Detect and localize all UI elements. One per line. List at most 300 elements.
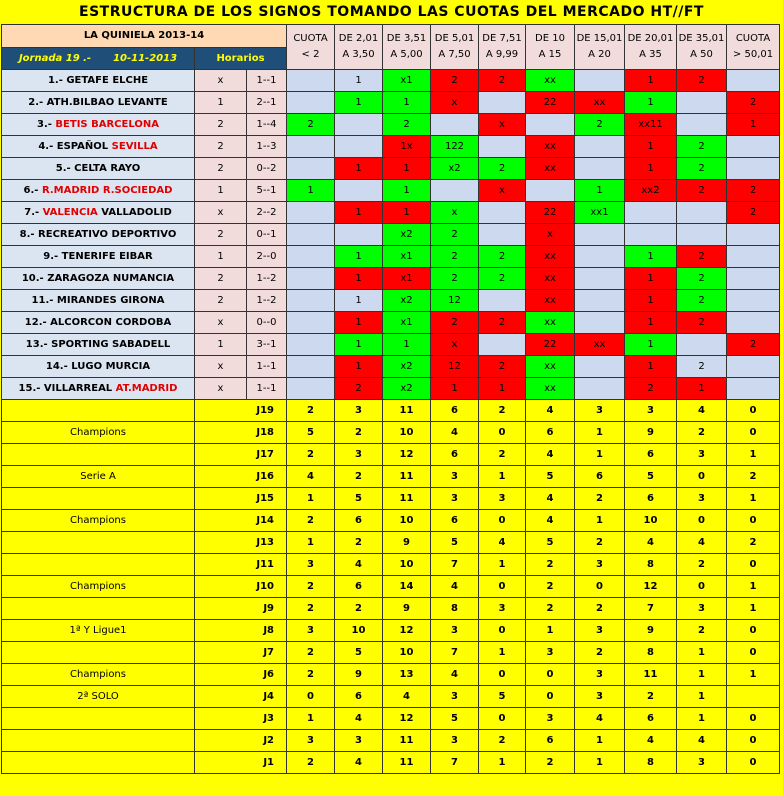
- final-score: 2--1: [247, 92, 287, 114]
- odds-cell: 1: [335, 334, 383, 356]
- summary-count: 0: [526, 686, 575, 708]
- summary-count: 3: [479, 488, 526, 510]
- odds-cell: 2: [625, 378, 677, 400]
- final-score: 1--3: [247, 136, 287, 158]
- away-team: MURCIA: [105, 361, 151, 372]
- summary-count: 2: [287, 510, 335, 532]
- match-number: 15.-: [18, 383, 44, 394]
- summary-count: 12: [383, 620, 431, 642]
- summary-count: 1: [727, 598, 780, 620]
- summary-count: 3: [335, 730, 383, 752]
- odds-cell: x2: [383, 356, 431, 378]
- odds-cell: [575, 136, 625, 158]
- jornada-key: J17: [195, 444, 287, 466]
- odds-cell: 2: [479, 356, 526, 378]
- summary-count: 0: [479, 422, 526, 444]
- match-row: [2, 92, 780, 114]
- away-team: ELCHE: [112, 75, 149, 86]
- summary-count: 0: [479, 708, 526, 730]
- odds-cell: [335, 224, 383, 246]
- final-score: 2--2: [247, 202, 287, 224]
- result-sign: 2: [195, 136, 247, 158]
- odds-cell: x2: [431, 158, 479, 180]
- summary-note: [2, 752, 195, 774]
- summary-count: 3: [479, 598, 526, 620]
- summary-count: 3: [431, 730, 479, 752]
- summary-count: 4: [479, 532, 526, 554]
- summary-count: 2: [625, 686, 677, 708]
- odds-cell: 1: [383, 334, 431, 356]
- summary-row: [2, 400, 780, 422]
- jornada-key: J19: [195, 400, 287, 422]
- match-number: 2.-: [28, 97, 47, 108]
- summary-count: 12: [625, 576, 677, 598]
- odds-cell: 2: [335, 378, 383, 400]
- odds-cell: [677, 202, 727, 224]
- summary-count: 8: [625, 752, 677, 774]
- match-number: 7.-: [24, 207, 43, 218]
- summary-count: 2: [287, 642, 335, 664]
- summary-count: 4: [526, 510, 575, 532]
- match-row: [2, 378, 780, 400]
- summary-count: 10: [625, 510, 677, 532]
- final-score: 5--1: [247, 180, 287, 202]
- odds-cell: [287, 378, 335, 400]
- summary-count: 4: [625, 730, 677, 752]
- odds-cell: [287, 158, 335, 180]
- summary-count: 4: [335, 752, 383, 774]
- away-team: SEVILLA: [111, 141, 158, 152]
- match-row: [2, 224, 780, 246]
- summary-count: 9: [383, 532, 431, 554]
- jornada-key: J16: [195, 466, 287, 488]
- range-header: [479, 25, 526, 70]
- summary-count: 3: [287, 554, 335, 576]
- odds-cell: [677, 334, 727, 356]
- summary-count: 0: [526, 664, 575, 686]
- odds-cell: 1: [479, 378, 526, 400]
- summary-count: 6: [431, 444, 479, 466]
- summary-count: 2: [287, 598, 335, 620]
- summary-count: 5: [526, 532, 575, 554]
- odds-cell: 2: [727, 202, 780, 224]
- match-name: [2, 70, 195, 92]
- range-label-top: DE 10: [535, 33, 565, 44]
- summary-note: Champions: [2, 576, 195, 598]
- odds-cell: [287, 246, 335, 268]
- odds-cell: 12: [431, 356, 479, 378]
- range-label-top: DE 3,51: [386, 33, 427, 44]
- summary-count: 1: [575, 510, 625, 532]
- summary-count: 2: [287, 444, 335, 466]
- summary-note: [2, 554, 195, 576]
- match-number: 1.-: [47, 75, 67, 86]
- match-name: [2, 114, 195, 136]
- odds-cell: [677, 224, 727, 246]
- summary-note: Champions: [2, 664, 195, 686]
- odds-cell: [479, 290, 526, 312]
- range-label-bottom: A 7,50: [438, 49, 471, 60]
- summary-count: 1: [287, 708, 335, 730]
- summary-count: 6: [526, 422, 575, 444]
- odds-cell: [287, 290, 335, 312]
- odds-cell: 2: [479, 312, 526, 334]
- home-team: ATH.BILBAO: [46, 97, 115, 108]
- result-sign: x: [195, 312, 247, 334]
- jornada-text: Jornada 19 .-: [18, 52, 92, 64]
- match-row: [2, 246, 780, 268]
- home-team: LUGO: [71, 361, 103, 372]
- odds-cell: 22: [526, 334, 575, 356]
- summary-count: 4: [287, 466, 335, 488]
- result-sign: 1: [195, 246, 247, 268]
- odds-cell: xx2: [625, 180, 677, 202]
- summary-note: 2ª SOLO: [2, 686, 195, 708]
- range-label-top: DE 20,01: [627, 33, 674, 44]
- summary-count: [727, 686, 780, 708]
- summary-count: 11: [383, 730, 431, 752]
- summary-count: 2: [335, 466, 383, 488]
- odds-cell: [479, 334, 526, 356]
- summary-row: [2, 554, 780, 576]
- summary-count: 6: [335, 686, 383, 708]
- summary-count: 7: [431, 752, 479, 774]
- odds-cell: [575, 356, 625, 378]
- summary-count: 2: [479, 730, 526, 752]
- range-header: [625, 25, 677, 70]
- summary-row: [2, 686, 780, 708]
- range-label-bottom: > 50,01: [732, 49, 774, 60]
- summary-count: 6: [335, 576, 383, 598]
- odds-cell: 1: [677, 378, 727, 400]
- summary-count: 3: [431, 686, 479, 708]
- odds-cell: [727, 224, 780, 246]
- odds-cell: [727, 158, 780, 180]
- odds-cell: [335, 136, 383, 158]
- summary-count: 3: [335, 444, 383, 466]
- odds-cell: [727, 70, 780, 92]
- summary-count: 1: [575, 422, 625, 444]
- home-team: VILLARREAL: [43, 383, 113, 394]
- summary-count: 6: [431, 400, 479, 422]
- summary-count: 1: [727, 488, 780, 510]
- odds-cell: 2: [727, 180, 780, 202]
- range-label-top: DE 15,01: [576, 33, 623, 44]
- summary-count: 2: [575, 488, 625, 510]
- summary-count: 4: [526, 400, 575, 422]
- odds-cell: 2: [677, 246, 727, 268]
- summary-count: 0: [479, 510, 526, 532]
- away-team: RAYO: [110, 163, 141, 174]
- odds-cell: 1: [335, 312, 383, 334]
- odds-cell: x1: [383, 70, 431, 92]
- odds-cell: [677, 114, 727, 136]
- summary-count: 2: [526, 598, 575, 620]
- odds-cell: [287, 356, 335, 378]
- range-header: [383, 25, 431, 70]
- range-header: [431, 25, 479, 70]
- summary-count: 8: [431, 598, 479, 620]
- range-label-top: DE 5,01: [434, 33, 475, 44]
- odds-cell: [727, 312, 780, 334]
- range-label-bottom: A 15: [538, 49, 562, 60]
- summary-count: 1: [479, 752, 526, 774]
- odds-cell: 1: [335, 158, 383, 180]
- summary-note: Champions: [2, 510, 195, 532]
- summary-count: 9: [335, 664, 383, 686]
- odds-cell: x: [526, 224, 575, 246]
- odds-cell: [727, 378, 780, 400]
- summary-count: 0: [727, 400, 780, 422]
- match-number: 13.-: [25, 339, 52, 350]
- jornada-key: J10: [195, 576, 287, 598]
- odds-cell: [575, 290, 625, 312]
- summary-count: 10: [383, 554, 431, 576]
- summary-count: 0: [727, 620, 780, 642]
- range-label-top: CUOTA: [735, 33, 771, 44]
- summary-count: 3: [431, 620, 479, 642]
- summary-note: [2, 444, 195, 466]
- summary-count: 6: [526, 730, 575, 752]
- match-row: [2, 136, 780, 158]
- jornada-key: J6: [195, 664, 287, 686]
- odds-cell: xx: [526, 268, 575, 290]
- summary-count: 4: [383, 686, 431, 708]
- odds-cell: [287, 224, 335, 246]
- header-row: [2, 25, 780, 48]
- summary-count: 2: [575, 532, 625, 554]
- odds-cell: 1: [287, 180, 335, 202]
- final-score: 1--2: [247, 268, 287, 290]
- result-sign: 1: [195, 92, 247, 114]
- summary-note: [2, 532, 195, 554]
- odds-cell: 2: [431, 224, 479, 246]
- jornada-key: J9: [195, 598, 287, 620]
- odds-cell: [335, 114, 383, 136]
- odds-cell: 1: [625, 158, 677, 180]
- summary-note: [2, 598, 195, 620]
- odds-cell: 2: [727, 334, 780, 356]
- summary-count: 2: [287, 752, 335, 774]
- range-header: [526, 25, 575, 70]
- odds-cell: [287, 312, 335, 334]
- summary-count: 4: [335, 554, 383, 576]
- odds-cell: 2: [677, 70, 727, 92]
- odds-cell: x: [431, 202, 479, 224]
- odds-cell: 1: [625, 92, 677, 114]
- match-row: [2, 312, 780, 334]
- odds-cell: xx: [526, 312, 575, 334]
- odds-cell: 122: [431, 136, 479, 158]
- summary-count: 2: [479, 400, 526, 422]
- summary-count: 11: [383, 466, 431, 488]
- summary-count: 0: [727, 554, 780, 576]
- summary-count: 5: [625, 466, 677, 488]
- match-row: [2, 268, 780, 290]
- range-label-top: DE 7,51: [482, 33, 522, 44]
- summary-count: 1: [677, 642, 727, 664]
- summary-count: 4: [431, 422, 479, 444]
- odds-cell: [575, 378, 625, 400]
- summary-count: 2: [677, 422, 727, 444]
- summary-count: 1: [575, 730, 625, 752]
- result-sign: 1: [195, 334, 247, 356]
- odds-cell: [575, 158, 625, 180]
- odds-cell: 1: [575, 180, 625, 202]
- summary-count: 10: [383, 510, 431, 532]
- range-label-bottom: < 2: [301, 49, 320, 60]
- odds-cell: x1: [383, 246, 431, 268]
- summary-count: 3: [575, 664, 625, 686]
- odds-cell: 2: [479, 268, 526, 290]
- page-title: ESTRUCTURA DE LOS SIGNOS TOMANDO LAS CUOTAS DEL MERCADO HT//FT: [79, 4, 704, 20]
- summary-count: 2: [677, 554, 727, 576]
- odds-cell: x1: [383, 312, 431, 334]
- odds-cell: x: [479, 114, 526, 136]
- summary-note: Champions: [2, 422, 195, 444]
- home-team: ZARAGOZA: [47, 273, 110, 284]
- range-header: [287, 25, 335, 70]
- summary-count: 0: [287, 686, 335, 708]
- away-team: GIRONA: [120, 295, 165, 306]
- summary-count: 1: [479, 466, 526, 488]
- summary-note: [2, 730, 195, 752]
- summary-count: 6: [625, 708, 677, 730]
- summary-count: 3: [625, 400, 677, 422]
- summary-count: 11: [383, 400, 431, 422]
- match-name: [2, 92, 195, 114]
- range-label-top: DE 35,01: [678, 33, 725, 44]
- away-team: EIBAR: [119, 251, 153, 262]
- summary-count: 2: [287, 576, 335, 598]
- odds-cell: 1: [383, 92, 431, 114]
- summary-note: [2, 400, 195, 422]
- match-number: 14.-: [45, 361, 72, 372]
- away-team: BARCELONA: [91, 119, 159, 130]
- home-team: TENERIFE: [61, 251, 116, 262]
- summary-count: 9: [625, 422, 677, 444]
- summary-count: 1: [575, 752, 625, 774]
- match-number: 5.-: [55, 163, 75, 174]
- odds-cell: 2: [677, 356, 727, 378]
- summary-count: 10: [383, 422, 431, 444]
- match-row: [2, 70, 780, 92]
- away-team: R.SOCIEDAD: [102, 185, 173, 196]
- result-sign: 2: [195, 290, 247, 312]
- odds-cell: [479, 92, 526, 114]
- summary-row: [2, 532, 780, 554]
- summary-count: 0: [479, 576, 526, 598]
- summary-note: [2, 642, 195, 664]
- summary-row: [2, 576, 780, 598]
- match-row: [2, 114, 780, 136]
- range-label-bottom: A 35: [639, 49, 662, 60]
- summary-count: 1: [677, 686, 727, 708]
- range-header: [727, 25, 780, 70]
- odds-cell: 1: [625, 136, 677, 158]
- summary-count: 3: [287, 730, 335, 752]
- odds-cell: [575, 268, 625, 290]
- summary-count: 4: [677, 730, 727, 752]
- odds-cell: 1: [383, 202, 431, 224]
- match-name: [2, 180, 195, 202]
- odds-cell: [479, 224, 526, 246]
- summary-count: 3: [526, 642, 575, 664]
- summary-count: 5: [479, 686, 526, 708]
- odds-cell: 1: [335, 356, 383, 378]
- summary-count: 11: [383, 488, 431, 510]
- summary-row: [2, 708, 780, 730]
- odds-cell: [575, 246, 625, 268]
- odds-cell: [727, 290, 780, 312]
- odds-cell: 1: [431, 378, 479, 400]
- summary-row: [2, 444, 780, 466]
- summary-count: 1: [479, 554, 526, 576]
- result-sign: 1: [195, 180, 247, 202]
- match-row: [2, 356, 780, 378]
- summary-count: 5: [335, 642, 383, 664]
- odds-cell: 1: [625, 356, 677, 378]
- range-label-bottom: A 9,99: [485, 49, 519, 60]
- odds-cell: xx1: [575, 202, 625, 224]
- summary-count: 3: [575, 686, 625, 708]
- odds-cell: 1: [335, 70, 383, 92]
- summary-count: 5: [335, 488, 383, 510]
- odds-cell: [431, 180, 479, 202]
- jornada-key: J15: [195, 488, 287, 510]
- summary-row: [2, 422, 780, 444]
- range-label-top: DE 2,01: [338, 33, 379, 44]
- summary-count: 8: [625, 554, 677, 576]
- match-row: [2, 180, 780, 202]
- odds-cell: x1: [383, 268, 431, 290]
- odds-cell: xx: [526, 158, 575, 180]
- summary-count: 5: [431, 532, 479, 554]
- summary-count: 1: [287, 532, 335, 554]
- summary-row: [2, 466, 780, 488]
- summary-count: 2: [575, 598, 625, 620]
- summary-count: 9: [625, 620, 677, 642]
- summary-count: 4: [677, 400, 727, 422]
- summary-count: 2: [677, 620, 727, 642]
- final-score: 1--1: [247, 356, 287, 378]
- final-score: 0--2: [247, 158, 287, 180]
- odds-cell: x: [431, 334, 479, 356]
- summary-count: 3: [575, 554, 625, 576]
- home-team: ALCORCON: [50, 317, 113, 328]
- home-team: BETIS: [55, 119, 88, 130]
- odds-cell: 1: [625, 246, 677, 268]
- result-sign: x: [195, 356, 247, 378]
- odds-cell: x2: [383, 290, 431, 312]
- odds-cell: x: [479, 180, 526, 202]
- match-name: [2, 356, 195, 378]
- range-header: [335, 25, 383, 70]
- summary-count: 0: [575, 576, 625, 598]
- odds-cell: 2: [479, 70, 526, 92]
- summary-note: [2, 708, 195, 730]
- jornada-key: J2: [195, 730, 287, 752]
- summary-count: 0: [677, 510, 727, 532]
- match-row: [2, 334, 780, 356]
- jornada-key: J4: [195, 686, 287, 708]
- result-sign: x: [195, 378, 247, 400]
- match-name: [2, 334, 195, 356]
- match-number: 12.-: [24, 317, 51, 328]
- odds-cell: [625, 224, 677, 246]
- odds-cell: [431, 114, 479, 136]
- odds-cell: 1: [625, 290, 677, 312]
